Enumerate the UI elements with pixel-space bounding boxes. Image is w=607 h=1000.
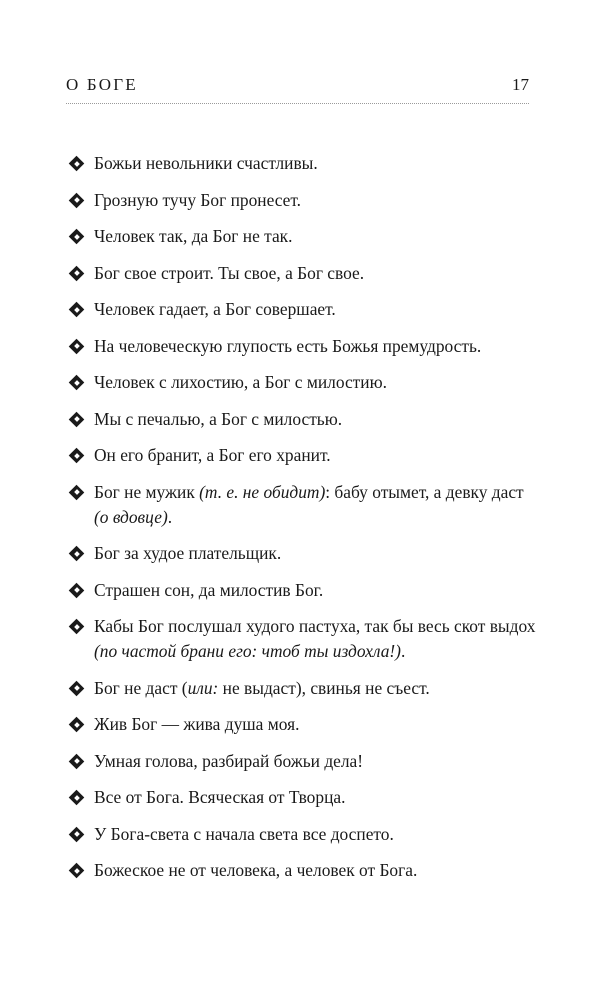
proverb-item: [70, 297, 540, 322]
diamond-bullet-icon: [70, 407, 94, 432]
proverb-text: Страшен сон, да милостив Бог.: [94, 579, 324, 600]
proverb-item: [70, 224, 540, 249]
proverb-text: Он его бранит, а Бог его хранит.: [94, 445, 331, 465]
proverb-text: Кабы Бог послушал худого пастуха, так бы весь скот выдох (по частой брани его: чтоб ты издохла!).: [94, 616, 536, 661]
proverb-text: Человек так, да Бог не так.: [94, 226, 293, 246]
page-number: 17: [512, 75, 529, 94]
diamond-bullet-icon: [70, 297, 94, 322]
proverb-list: [70, 151, 540, 895]
diamond-bullet-icon: [70, 749, 94, 774]
proverb-item: [70, 676, 540, 701]
diamond-bullet-icon: [70, 151, 94, 176]
proverb-item: [70, 188, 540, 213]
proverb-text: Бог свое строит. Ты свое, а Бог свое.: [94, 262, 365, 283]
running-title: О БОГЕ: [66, 75, 138, 94]
diamond-bullet-icon: [70, 188, 94, 213]
proverb-text: Бог не мужик (т. е. не обидит): бабу отымет, а девку даст (о вдовце).: [94, 481, 524, 527]
proverb-item: [70, 407, 540, 432]
proverb-item: [70, 712, 540, 737]
diamond-bullet-icon: [70, 712, 94, 737]
proverb-text: Все от Бога. Всяческая от Творца.: [94, 787, 346, 807]
proverb-text: Мы с печалью, а Бог с милостью.: [94, 408, 343, 429]
header-divider: [66, 103, 529, 104]
proverb-item: [70, 334, 540, 359]
diamond-bullet-icon: [70, 614, 94, 639]
proverb-item: [70, 261, 540, 286]
proverb-text: Человек гадает, а Бог совершает.: [94, 299, 336, 319]
proverb-text: Бог не даст (или: не выдаст), свинья не съест.: [94, 677, 430, 698]
proverb-gloss: (т. е. не обидит): [199, 481, 326, 502]
diamond-bullet-icon: [70, 676, 94, 701]
diamond-bullet-icon: [70, 785, 94, 810]
diamond-bullet-icon: [70, 480, 94, 505]
proverb-item: [70, 749, 540, 774]
diamond-bullet-icon: [70, 443, 94, 468]
proverb-item: [70, 151, 540, 176]
proverb-item: [70, 541, 540, 566]
diamond-bullet-icon: [70, 578, 94, 603]
proverb-text: На человеческую глупость есть Божья премудрость.: [94, 335, 482, 356]
proverb-text: У Бога-света с начала света все доспето.: [94, 823, 394, 844]
proverb-item: [70, 480, 540, 530]
diamond-bullet-icon: [70, 541, 94, 566]
proverb-text: Божеское не от человека, а человек от Бога.: [94, 860, 418, 880]
proverb-item: [70, 822, 540, 847]
diamond-bullet-icon: [70, 370, 94, 395]
proverb-text: Жив Бог — жива душа моя.: [94, 714, 300, 734]
proverb-gloss: (о вдовце): [94, 506, 168, 527]
diamond-bullet-icon: [70, 261, 94, 286]
diamond-bullet-icon: [70, 822, 94, 847]
proverb-gloss: (по частой брани его: чтоб ты издохла!): [94, 641, 401, 661]
proverb-item: [70, 443, 540, 468]
proverb-text: Бог за худое плательщик.: [94, 543, 282, 563]
diamond-bullet-icon: [70, 858, 94, 883]
proverb-text: Божьи невольники счастливы.: [94, 153, 318, 173]
diamond-bullet-icon: [70, 224, 94, 249]
proverb-item: [70, 578, 540, 603]
proverb-text: Человек с лихостию, а Бог с милостию.: [94, 372, 387, 392]
proverb-item: [70, 785, 540, 810]
proverb-item: [70, 858, 540, 883]
proverb-gloss: или:: [187, 677, 219, 698]
proverb-text: Умная голова, разбирай божьи дела!: [94, 750, 364, 771]
page-header: [66, 75, 529, 99]
proverb-item: [70, 614, 540, 664]
diamond-bullet-icon: [70, 334, 94, 359]
proverb-item: [70, 370, 540, 395]
proverb-text: Грозную тучу Бог пронесет.: [94, 189, 302, 210]
